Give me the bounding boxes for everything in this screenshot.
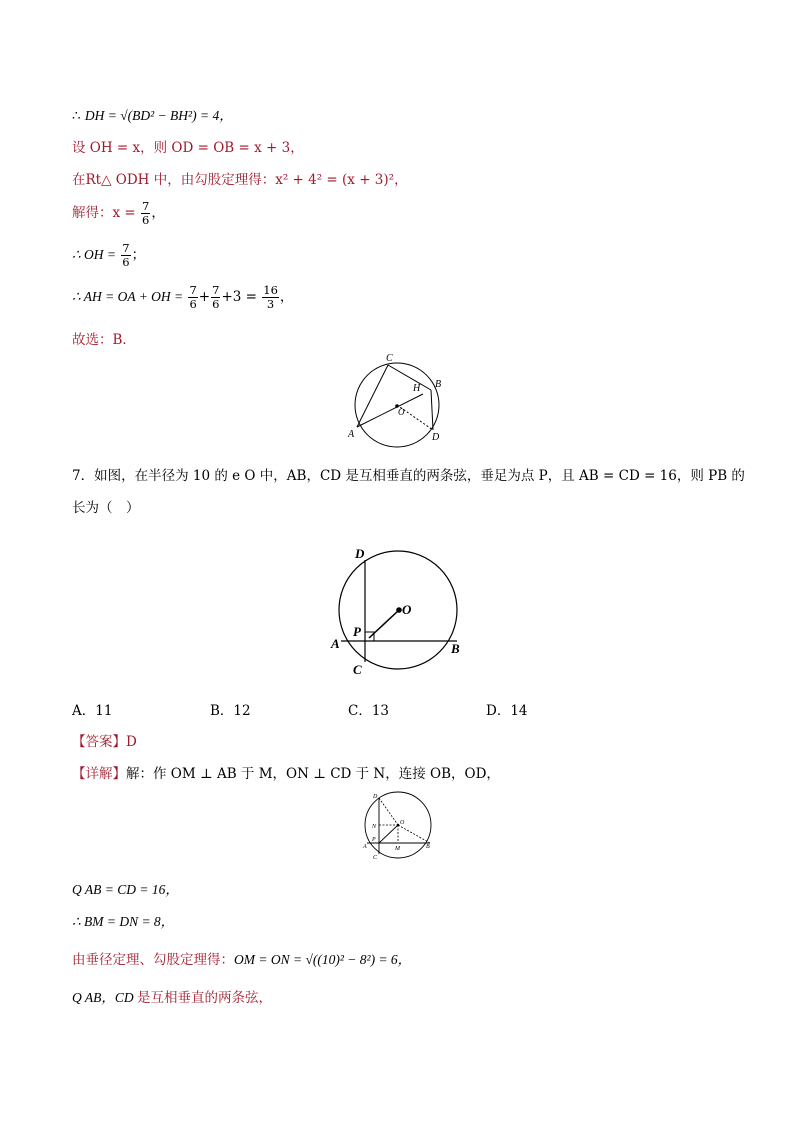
solution-line-q2 (72, 910, 174, 930)
circle-figure-3 (360, 790, 440, 860)
choice-b: B．12 (210, 703, 251, 719)
solution-line-solve-x (72, 200, 165, 227)
fraction-numerator: 7 (189, 283, 197, 297)
choice-a: A．11 (72, 703, 113, 719)
solution-line-q1 (72, 878, 179, 898)
plus-sign: + (198, 289, 211, 305)
solve-label: 解得：x = (72, 205, 136, 221)
answer-tag: 【答案】 (72, 734, 126, 750)
label-c: C (386, 353, 393, 364)
label-b: B (451, 641, 460, 656)
comma: ， (151, 205, 165, 221)
center-point (397, 824, 400, 827)
comma: ， (279, 289, 294, 305)
question-7-line-2 (72, 496, 140, 516)
bm-dn-equal: ∴ BM = DN = 8， (72, 914, 175, 929)
fraction-7-6 (188, 284, 197, 311)
ab-cd-label: Q AB，CD (72, 990, 138, 1005)
label-o: O (400, 820, 405, 826)
segment-ob-dashed (398, 825, 430, 843)
semicolon: ； (131, 247, 146, 263)
fraction-7-6 (141, 200, 150, 227)
set-oh-text: 设 OH = x，则 OD = OB = x + 3， (72, 140, 304, 156)
label-a: A (348, 429, 355, 440)
solution-line-dh (72, 104, 233, 124)
solution-line-choose (72, 328, 136, 348)
om-on-equation: OM = ON = √((10)² − 8²) = 6， (234, 952, 412, 967)
segment-ac (357, 365, 388, 427)
choice-d: D．14 (486, 703, 528, 719)
ab-cd-equal: Q AB = CD = 16， (72, 882, 179, 897)
label-d: D (355, 546, 365, 561)
dh-equation: DH = √(BD² − BH²) = 4， (84, 108, 233, 123)
segment-ah (357, 394, 423, 427)
detail-tag: 【详解】 (72, 766, 126, 782)
label-d: D (432, 432, 440, 443)
fraction-numerator: 7 (212, 283, 220, 297)
label-b: B (435, 379, 442, 390)
segment-cb (388, 365, 431, 390)
circle-figure-2 (325, 540, 475, 680)
fraction-denominator: 6 (142, 213, 150, 227)
fraction-denominator: 6 (212, 297, 220, 311)
fraction-numerator: 16 (263, 283, 278, 297)
label-o: O (398, 407, 405, 417)
label-a: A (331, 636, 340, 651)
segment-od-dashed (379, 798, 398, 825)
solution-line-pythagoras (72, 168, 408, 188)
label-c: C (353, 662, 362, 677)
segment-bd (431, 390, 433, 430)
fraction-denominator: 3 (266, 297, 275, 311)
question-7-line-1 (72, 464, 745, 484)
therefore-symbol: ∴ (72, 108, 85, 124)
fraction-denominator: 6 (189, 297, 197, 311)
label-b: B (426, 844, 430, 850)
label-c: C (373, 855, 378, 860)
right-angle-mark (365, 632, 374, 641)
detail-line (72, 762, 500, 782)
pythagoras-text: 在Rt△ ODH 中，由勾股定理得：x² + 4² = (x + 3)²， (72, 172, 408, 188)
question-text: 7．如图，在半径为 10 的 e O 中，AB，CD 是互相垂直的两条弦，垂足为点 P，且 AB = CD = 16，则 PB 的 (72, 468, 745, 484)
fraction-7-6 (121, 242, 130, 269)
solution-line-q3 (72, 948, 411, 968)
perpendicular-text: 是互相垂直的两条弦， (137, 990, 273, 1006)
answer-value: D (126, 734, 137, 750)
fraction-16-3 (262, 284, 279, 311)
segment-po (379, 825, 398, 843)
label-n: N (372, 824, 377, 830)
answer-line (72, 730, 137, 750)
theorem-text: 由垂径定理、勾股定理得： (72, 952, 234, 968)
choose-b-text: 故选：B． (72, 332, 136, 348)
solution-line-set-oh (72, 136, 304, 156)
label-h: H (413, 383, 421, 394)
fraction-numerator: 7 (122, 241, 130, 255)
solution-line-oh (72, 242, 145, 269)
ah-label: ∴ AH = OA + OH = (72, 289, 184, 304)
center-point (396, 607, 402, 613)
label-d: D (373, 794, 378, 800)
label-m: M (395, 846, 400, 852)
oh-label: ∴ OH = (72, 247, 116, 262)
fraction-numerator: 7 (142, 199, 150, 213)
solution-line-q4 (72, 986, 272, 1006)
detail-text: 解：作 OM ⊥ AB 于 M，ON ⊥ CD 于 N，连接 OB，OD， (126, 766, 500, 782)
choice-c: C．13 (348, 703, 390, 719)
fraction-7-6 (211, 284, 220, 311)
fraction-denominator: 6 (122, 255, 130, 269)
plus-three: +3 = (221, 289, 257, 305)
solution-line-ah (72, 284, 293, 311)
circle-figure-1 (340, 350, 450, 450)
question-text-cont: 长为（ ） (72, 500, 140, 516)
label-p: P (353, 624, 361, 639)
label-o: O (402, 602, 412, 617)
label-a: A (363, 844, 367, 850)
label-p: P (372, 837, 376, 843)
